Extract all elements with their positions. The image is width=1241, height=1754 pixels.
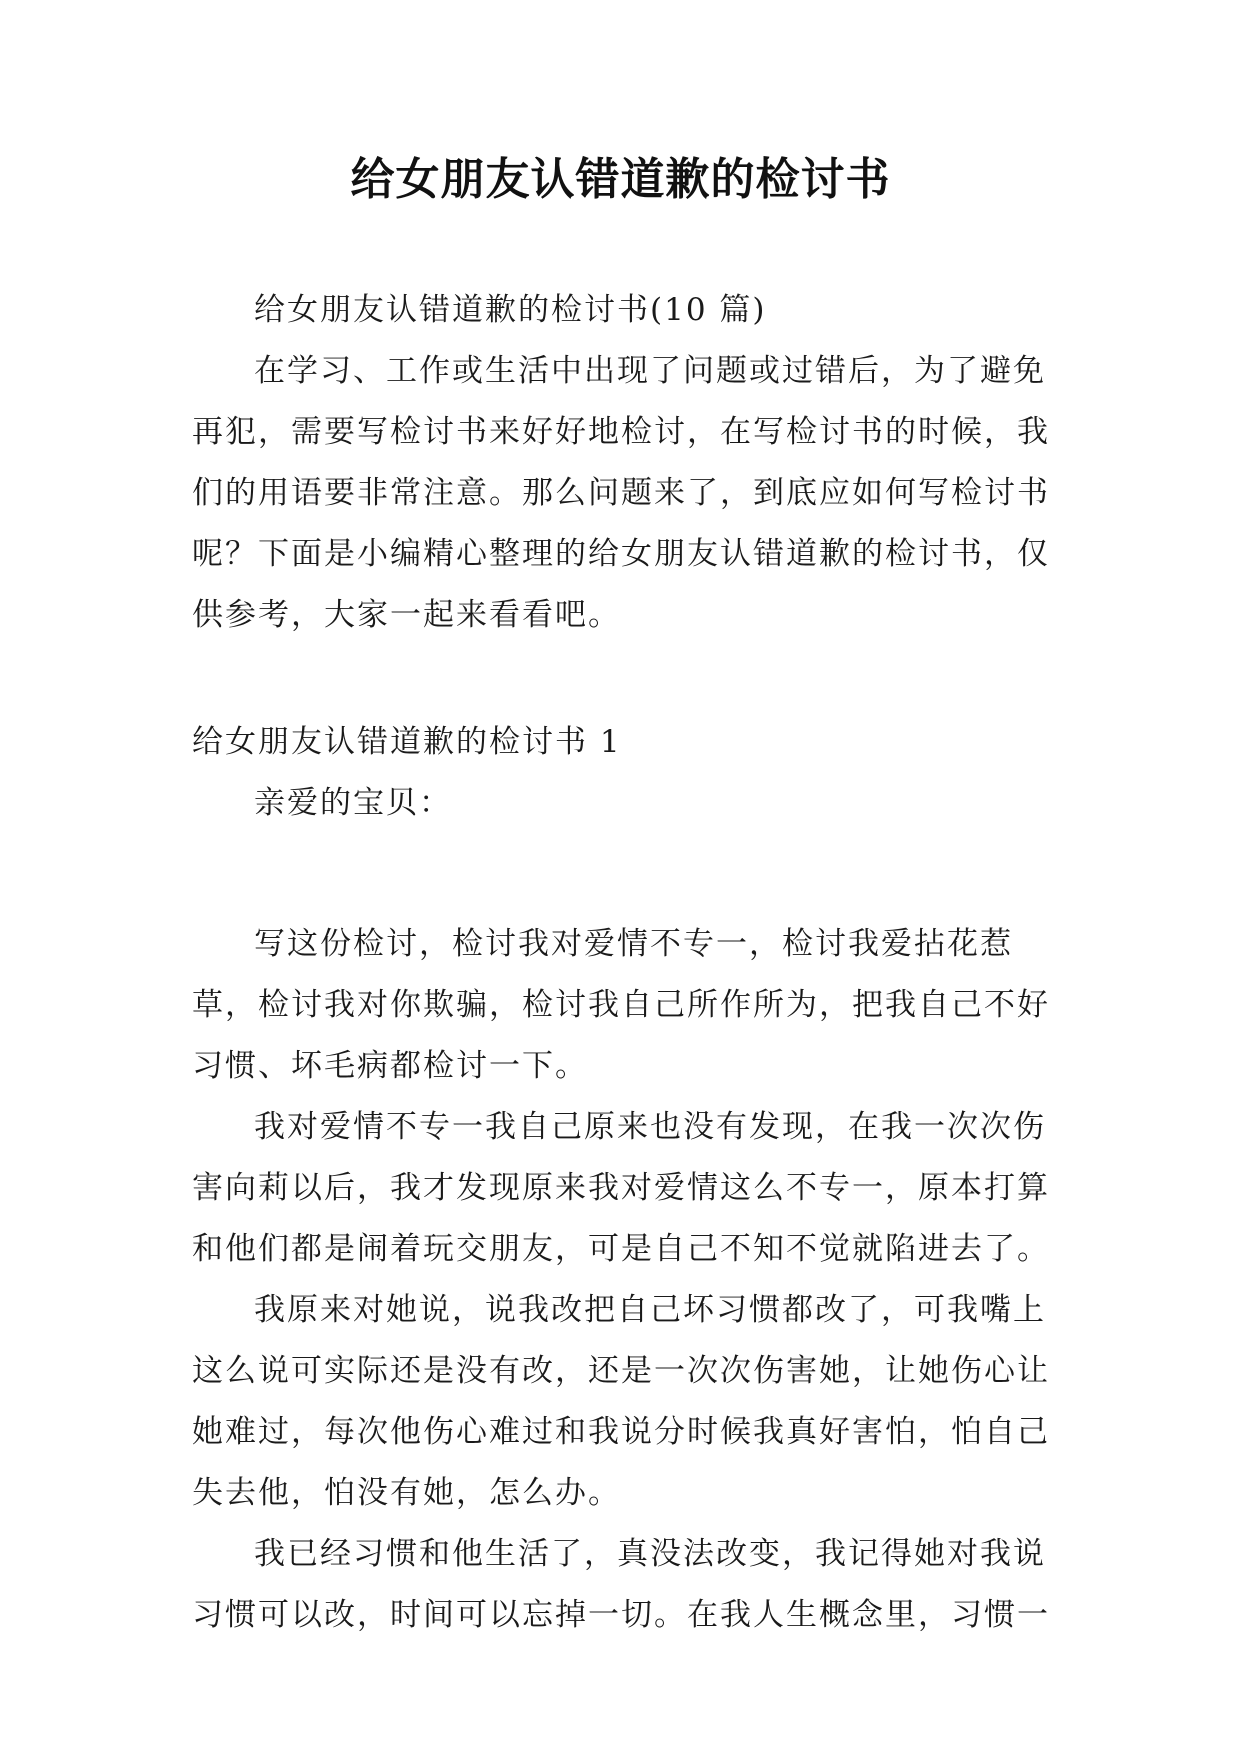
document-title: 给女朋友认错道歉的检讨书	[350, 154, 891, 205]
document-body	[192, 280, 1062, 1646]
subtitle-paragraph: 给女朋友认错道歉的检讨书(10 篇)	[254, 292, 767, 328]
section-heading-1: 给女朋友认错道歉的检讨书 1	[192, 724, 622, 760]
intro-paragraph: 在学习、工作或生活中出现了问题或过错后，为了避免再犯，需要写检讨书来好好地检讨，在写检讨书的时候，我们的用语要非常注意。那么问题来了，到底应如何写检讨书呢？下面是小编精心整理的给女朋友认错道歉的检讨书，仅供参考，大家一起来看看吧。	[192, 353, 1050, 633]
body-paragraph-2: 我对爱情不专一我自己原来也没有发现，在我一次次伤害向莉以后，我才发现原来我对爱情这么不专一，原本打算和他们都是闹着玩交朋友，可是自己不知不觉就陷进去了。	[192, 1109, 1050, 1267]
body-paragraph-1: 写这份检讨，检讨我对爱情不专一，检讨我爱拈花惹草，检讨我对你欺骗，检讨我自己所作所为，把我自己不好习惯、坏毛病都检讨一下。	[192, 926, 1050, 1084]
body-paragraph-4: 我已经习惯和他生活了，真没法改变，我记得她对我说习惯可以改，时间可以忘掉一切。在我人生概念里，习惯一	[192, 1536, 1050, 1633]
body-paragraph-3: 我原来对她说，说我改把自己坏习惯都改了，可我嘴上这么说可实际还是没有改，还是一次次伤害她，让她伤心让她难过，每次他伤心难过和我说分时候我真好害怕，怕自己失去他，怕没有她，怎么办。	[192, 1292, 1050, 1511]
salutation: 亲爱的宝贝：	[254, 785, 452, 821]
